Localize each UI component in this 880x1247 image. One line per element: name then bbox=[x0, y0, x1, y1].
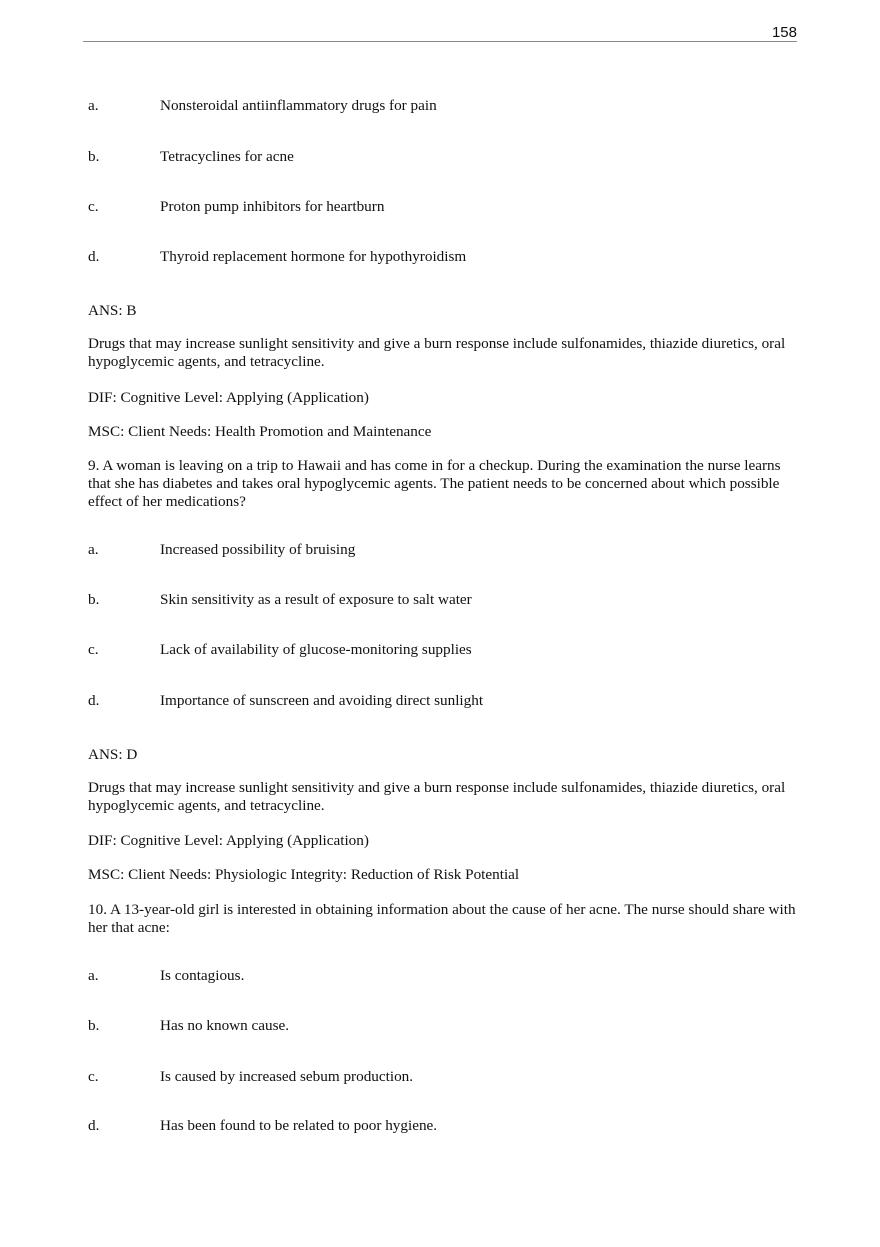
option-letter: c. bbox=[88, 198, 99, 215]
option-text: Has been found to be related to poor hygiene. bbox=[160, 1117, 438, 1134]
q8-client-needs: MSC: Client Needs: Health Promotion and Maintenance bbox=[88, 423, 432, 440]
option-letter: c. bbox=[88, 641, 99, 658]
option-letter: b. bbox=[88, 1017, 100, 1034]
header-rule bbox=[83, 41, 797, 42]
q8-option-d bbox=[88, 248, 466, 266]
q8-option-a bbox=[88, 97, 437, 115]
option-letter: a. bbox=[88, 541, 99, 558]
q9-answer: ANS: D bbox=[88, 746, 138, 763]
option-text: Skin sensitivity as a result of exposure to salt water bbox=[160, 591, 472, 608]
q10-option-d bbox=[88, 1117, 437, 1135]
q9-client-needs: MSC: Client Needs: Physiologic Integrity: Reduction of Risk Potential bbox=[88, 866, 520, 883]
option-letter: c. bbox=[88, 1068, 99, 1085]
option-letter: d. bbox=[88, 692, 100, 709]
option-text: Is caused by increased sebum production. bbox=[160, 1068, 414, 1085]
q9-option-a bbox=[88, 541, 355, 559]
option-text: Is contagious. bbox=[160, 967, 245, 984]
q8-option-b bbox=[88, 148, 294, 166]
q10-stem: 10. A 13-year-old girl is interested in obtaining information about the cause of her acne. The nurse should share with her that acne: bbox=[88, 901, 796, 936]
option-letter: b. bbox=[88, 591, 100, 608]
q9-option-b bbox=[88, 591, 472, 609]
q9-option-c bbox=[88, 641, 472, 659]
option-text: Has no known cause. bbox=[160, 1017, 290, 1034]
q8-difficulty: DIF: Cognitive Level: Applying (Application) bbox=[88, 389, 369, 406]
option-text: Proton pump inhibitors for heartburn bbox=[160, 198, 385, 215]
q9-difficulty: DIF: Cognitive Level: Applying (Application) bbox=[88, 832, 369, 849]
option-text: Increased possibility of bruising bbox=[160, 541, 356, 558]
option-letter: d. bbox=[88, 248, 100, 265]
q8-rationale: Drugs that may increase sunlight sensitivity and give a burn response include sulfonamides, thiazide diuretics, oral hypoglycemic agents, and tetracycline. bbox=[88, 335, 786, 370]
q10-option-b bbox=[88, 1017, 289, 1035]
q9-option-d bbox=[88, 692, 483, 710]
q8-answer: ANS: B bbox=[88, 302, 137, 319]
page-number: 158 bbox=[771, 24, 797, 41]
q9-stem: 9. A woman is leaving on a trip to Hawaii and has come in for a checkup. During the examination the nurse learns that she has diabetes and takes oral hypoglycemic agents. The patient needs to be concerned about which possible effect of her medications? bbox=[88, 457, 781, 510]
q10-option-a bbox=[88, 967, 244, 985]
q8-option-c bbox=[88, 198, 384, 216]
option-letter: a. bbox=[88, 967, 99, 984]
option-text: Lack of availability of glucose-monitoring supplies bbox=[160, 641, 472, 658]
option-text: Tetracyclines for acne bbox=[160, 148, 294, 165]
q9-rationale: Drugs that may increase sunlight sensitivity and give a burn response include sulfonamides, thiazide diuretics, oral hypoglycemic agents, and tetracycline. bbox=[88, 779, 786, 814]
q10-option-c bbox=[88, 1068, 413, 1086]
option-text: Nonsteroidal antiinflammatory drugs for pain bbox=[160, 97, 437, 114]
option-letter: a. bbox=[88, 97, 99, 114]
option-letter: d. bbox=[88, 1117, 100, 1134]
option-letter: b. bbox=[88, 148, 100, 165]
option-text: Importance of sunscreen and avoiding direct sunlight bbox=[160, 692, 484, 709]
option-text: Thyroid replacement hormone for hypothyroidism bbox=[160, 248, 467, 265]
